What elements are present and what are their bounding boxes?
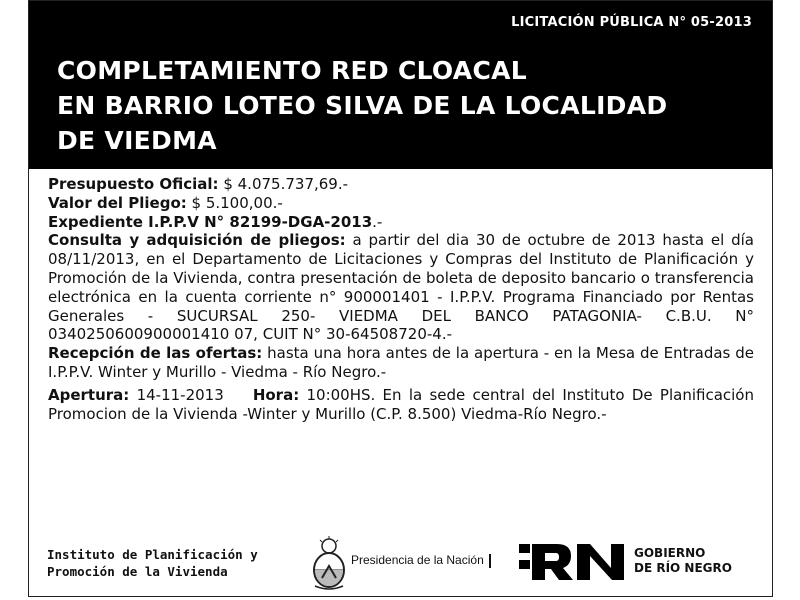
tender-number: LICITACIÓN PÚBLICA N° 05-2013: [511, 15, 752, 30]
reception-text: hasta una hora antes de la apertura - en la Mesa de Entradas de I.P.P.V. Winter y Murillo - Viedma - Río Negro.-: [48, 344, 754, 381]
notice-body: [48, 175, 754, 423]
institute-line: Promoción de la Vivienda: [47, 564, 228, 579]
budget-line: [48, 175, 754, 194]
presidencia-logo: [351, 553, 491, 568]
budget-value: $ 4.075.737,69.-: [218, 175, 349, 193]
consultation-text: a partir del dia 30 de octubre de 2013 hasta el día 08/11/2013, en el Departamento de Licitaciones y Compras del Instituto de Planificación y Promoción de la Vivienda, contra presentación de boleta de deposito bancario o transferencia electrónica en la cuenta corriente n° 900001401 - I.P.P.V. Programa Financiado por Rentas Generales - SUCURSAL 250- VIEDMA DEL BANCO PATAGONIA- C.B.U. N° 0340250600900001410 07, CUIT N° 30-64508720-4.-: [48, 231, 754, 344]
spec-price-line: [48, 194, 754, 213]
title-line: DE VIEDMA: [57, 126, 217, 155]
consultation-label: Consulta y adquisición de pliegos:: [48, 231, 346, 250]
time-label: Hora:: [252, 385, 300, 404]
notice-title: [57, 53, 667, 158]
gobierno-line: DE RÍO NEGRO: [634, 561, 732, 575]
reception-paragraph: [48, 344, 754, 382]
presidencia-text: Presidencia de la Nación: [351, 553, 484, 567]
title-line: EN BARRIO LOTEO SILVA DE LA LOCALIDAD: [57, 91, 668, 120]
gobierno-line: GOBIERNO: [634, 546, 706, 560]
notice-frame: [28, 0, 773, 597]
spec-price-label: Valor del Pliego:: [48, 193, 187, 212]
notice-header: [29, 1, 772, 169]
file-number-line: [48, 213, 754, 232]
file-number-value: .-: [372, 212, 383, 231]
title-line: COMPLETAMIENTO RED CLOACAL: [57, 56, 527, 85]
divider-bar: [489, 554, 491, 568]
reception-label: Recepción de las ofertas:: [48, 344, 263, 363]
spec-price-value: $ 5.100,00.-: [186, 193, 283, 212]
file-number-label: Expediente I.P.P.V N° 82199-DGA-2013: [48, 212, 373, 231]
gobierno-rio-negro: [634, 546, 732, 576]
institute-name: [47, 546, 258, 580]
rio-negro-rn-logo-icon: [519, 538, 627, 584]
institute-line: Instituto de Planificación y: [47, 547, 258, 562]
national-seal-icon: [309, 536, 349, 592]
consultation-paragraph: [48, 231, 754, 344]
notice-footer: [29, 536, 772, 596]
opening-details: 10:00HS. En la sede central del Instituto De Planificación Promocion de la Vivienda -Winter y Murillo (C.P. 8.500) Viedma-Río Negro.-: [48, 385, 754, 423]
budget-label: Presupuesto Oficial:: [48, 175, 219, 193]
opening-date: 14-11-2013: [129, 385, 253, 404]
opening-paragraph: [48, 386, 754, 424]
opening-label: Apertura:: [48, 385, 130, 404]
